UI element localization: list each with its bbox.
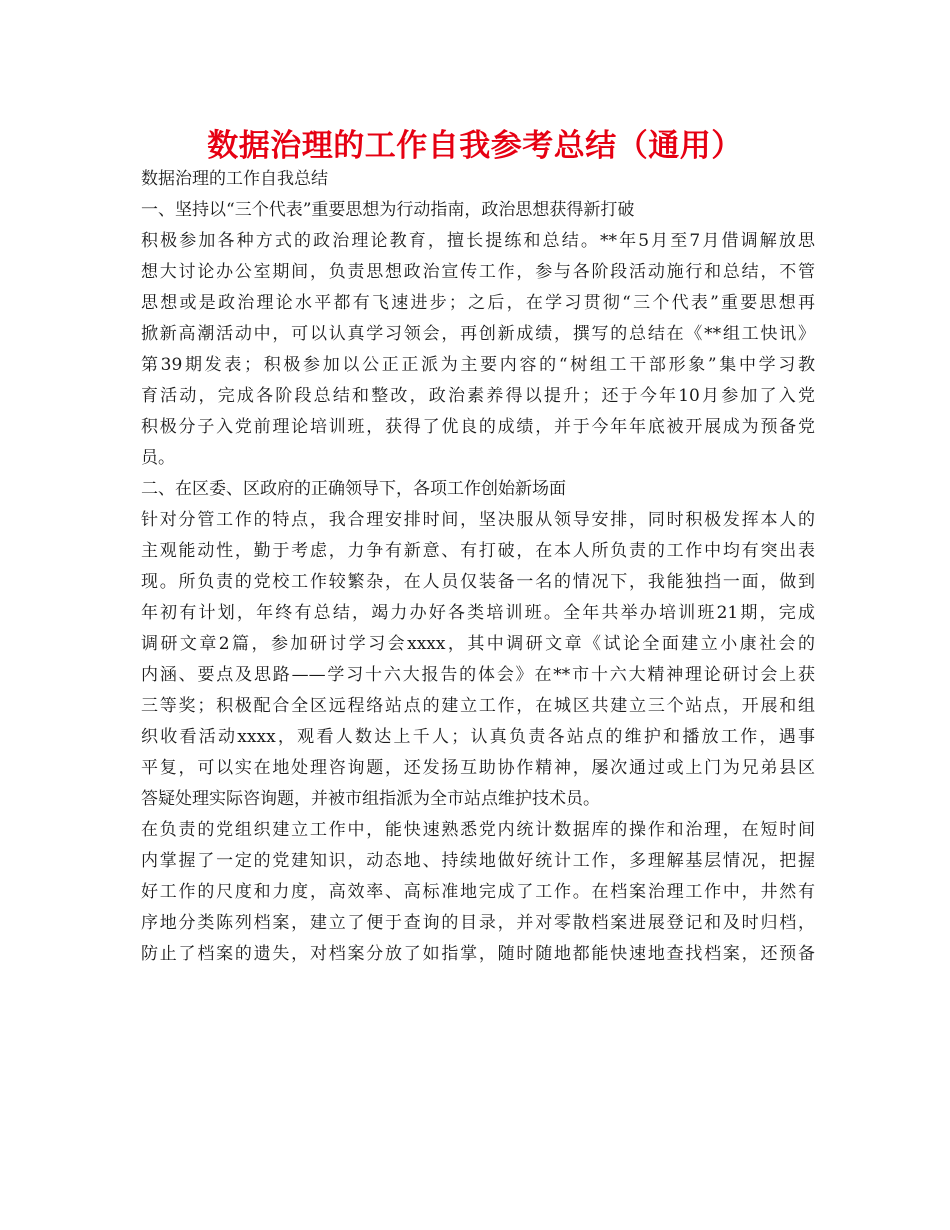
text-line: 三等奖；积极配合全区远程络站点的建立工作，在城区共建立三个站点，开展和组 [141,696,815,716]
text-line: 答疑处理实际咨询题，并被市组指派为全市站点维护技术员。 [141,789,600,809]
text-line: 数据治理的工作自我总结 [141,169,328,189]
text-line: 想大讨论办公室期间，负责思想政治宣传工作，参与各阶段活动施行和总结，不管 [141,262,815,282]
text-line: 积极分子入党前理论培训班，获得了优良的成绩，并于今年年底被开展成为预备党 [141,417,815,437]
document-body [141,164,815,970]
text-line: 一、坚持以“三个代表”重要思想为行动指南，政治思想获得新打破 [141,200,635,220]
text-line: 序地分类陈列档案，建立了便于查询的目录，并对零散档案进展登记和及时归档， [141,913,815,933]
text-line: 织收看活动xxxx，观看人数达上千人；认真负责各站点的维护和播放工作，遇事 [141,727,815,747]
text-line: 内掌握了一定的党建知识，动态地、持续地做好统计工作，多理解基层情况，把握 [141,851,815,871]
text-line: 好工作的尺度和力度，高效率、高标准地完成了工作。在档案治理工作中，井然有 [141,882,815,902]
text-line: 掀新高潮活动中，可以认真学习领会，再创新成绩，撰写的总结在《**组工快讯》 [141,324,815,344]
text-line: 防止了档案的遗失，对档案分放了如指掌，随时随地都能快速地查找档案，还预备 [141,944,815,964]
text-line: 员。 [141,448,175,468]
text-line: 第39期发表；积极参加以公正正派为主要内容的“树组工干部形象”集中学习教 [141,355,815,375]
text-line: 平复，可以实在地处理咨询题，还发扬互助协作精神，屡次通过或上门为兄弟县区 [141,758,815,778]
text-line: 现。所负责的党校工作较繁杂，在人员仅装备一名的情况下，我能独挡一面，做到 [141,572,815,592]
text-line: 年初有计划，年终有总结，竭力办好各类培训班。全年共举办培训班21期，完成 [141,603,815,623]
text-line: 二、在区委、区政府的正确领导下，各项工作创始新场面 [141,479,566,499]
text-line: 思想或是政治理论水平都有飞速进步；之后，在学习贯彻“三个代表”重要思想再 [141,293,815,313]
text-line: 在负责的党组织建立工作中，能快速熟悉党内统计数据库的操作和治理，在短时间 [141,820,815,840]
document-title: 数据治理的工作自我参考总结（通用） [207,128,743,164]
text-line: 调研文章2篇，参加研讨学习会xxxx，其中调研文章《试论全面建立小康社会的 [141,634,815,654]
text-line: 内涵、要点及思路——学习十六大报告的体会》在**市十六大精神理论研讨会上获 [141,665,815,685]
text-line: 主观能动性，勤于考虑，力争有新意、有打破，在本人所负责的工作中均有突出表 [141,541,815,561]
text-line: 积极参加各种方式的政治理论教育，擅长提练和总结。**年5月至7月借调解放思 [141,231,815,251]
text-line: 育活动，完成各阶段总结和整改，政治素养得以提升；还于今年10月参加了入党 [141,386,815,406]
text-line: 针对分管工作的特点，我合理安排时间，坚决服从领导安排，同时积极发挥本人的 [141,510,815,530]
